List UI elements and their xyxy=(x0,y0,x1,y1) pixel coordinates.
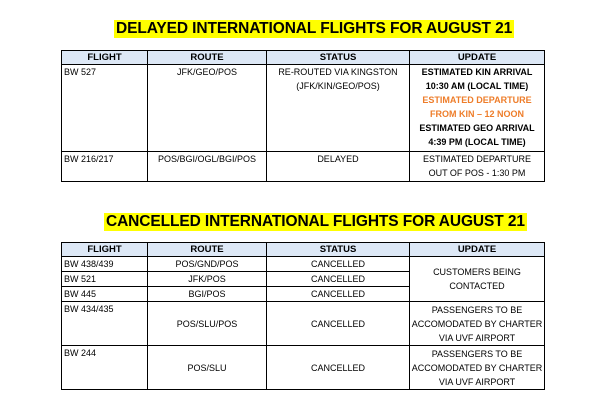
route-cell: JFK/POS xyxy=(148,272,267,287)
table-header-row xyxy=(62,51,545,65)
route-cell: POS/GND/POS xyxy=(148,257,267,272)
update-line: 4:39 PM (LOCAL TIME) xyxy=(428,137,526,147)
update-line: ACCOMODATED BY CHARTER xyxy=(411,362,543,373)
update-line: VIA UVF AIRPORT xyxy=(438,376,516,387)
header-update: UPDATE xyxy=(410,243,545,257)
status-cell: DELAYED xyxy=(267,152,410,182)
status-cell xyxy=(267,65,410,152)
group-update-cell: CUSTOMERS BEING CONTACTED xyxy=(410,257,545,302)
update-line: VIA UVF AIRPORT xyxy=(438,332,516,343)
route-cell: BGI/POS xyxy=(148,287,267,302)
table-row xyxy=(62,302,545,346)
table-row xyxy=(62,257,545,272)
update-line: ESTIMATED GEO ARRIVAL xyxy=(419,123,535,133)
update-line: OUT OF POS - 1:30 PM xyxy=(428,168,526,178)
update-line: 10:30 AM (LOCAL TIME) xyxy=(425,81,529,91)
delayed-flights-table xyxy=(61,50,545,182)
update-line: PASSENGERS TO BE xyxy=(431,348,523,359)
header-flight: FLIGHT xyxy=(62,51,148,65)
update-line: PASSENGERS TO BE xyxy=(431,304,523,315)
header-route: ROUTE xyxy=(148,243,267,257)
status-cell: CANCELLED xyxy=(267,257,410,272)
flight-cell: BW 445 xyxy=(62,287,148,302)
status-line: RE-ROUTED VIA KINGSTON xyxy=(278,67,398,77)
status-cell: CANCELLED xyxy=(267,346,410,390)
update-cell xyxy=(410,346,545,390)
header-route: ROUTE xyxy=(148,51,267,65)
status-cell: CANCELLED xyxy=(267,272,410,287)
flight-cell: BW 244 xyxy=(62,346,148,390)
flight-cell: BW 521 xyxy=(62,272,148,287)
cancelled-flights-table xyxy=(61,242,545,390)
header-status: STATUS xyxy=(267,243,410,257)
update-cell xyxy=(410,65,545,152)
route-cell: POS/BGI/OGL/BGI/POS xyxy=(148,152,267,182)
status-cell: CANCELLED xyxy=(267,287,410,302)
update-line-highlight: ESTIMATED DEPARTURE xyxy=(422,95,532,105)
header-update: UPDATE xyxy=(410,51,545,65)
status-line: (JFK/KIN/GEO/POS) xyxy=(296,81,380,91)
update-line: ESTIMATED KIN ARRIVAL xyxy=(421,67,533,77)
table-row xyxy=(62,152,545,182)
delayed-flights-title: DELAYED INTERNATIONAL FLIGHTS FOR AUGUST 21 xyxy=(116,20,513,37)
update-cell xyxy=(410,152,545,182)
update-cell xyxy=(410,302,545,346)
header-flight: FLIGHT xyxy=(62,243,148,257)
header-status: STATUS xyxy=(267,51,410,65)
table-header-row xyxy=(62,243,545,257)
table-row xyxy=(62,346,545,390)
status-cell: CANCELLED xyxy=(267,302,410,346)
update-line-highlight: FROM KIN – 12 NOON xyxy=(429,109,524,119)
flight-cell: BW 527 xyxy=(62,65,148,152)
route-cell: POS/SLU/POS xyxy=(148,302,267,346)
update-line: ACCOMODATED BY CHARTER xyxy=(411,318,543,329)
route-cell: POS/SLU xyxy=(148,346,267,390)
table-row xyxy=(62,65,545,152)
flight-cell: BW 434/435 xyxy=(62,302,148,346)
update-line: ESTIMATED DEPARTURE xyxy=(422,154,531,164)
cancelled-flights-title: CANCELLED INTERNATIONAL FLIGHTS FOR AUGUST 21 xyxy=(106,213,525,230)
route-cell: JFK/GEO/POS xyxy=(148,65,267,152)
flight-cell: BW 438/439 xyxy=(62,257,148,272)
flight-cell: BW 216/217 xyxy=(62,152,148,182)
